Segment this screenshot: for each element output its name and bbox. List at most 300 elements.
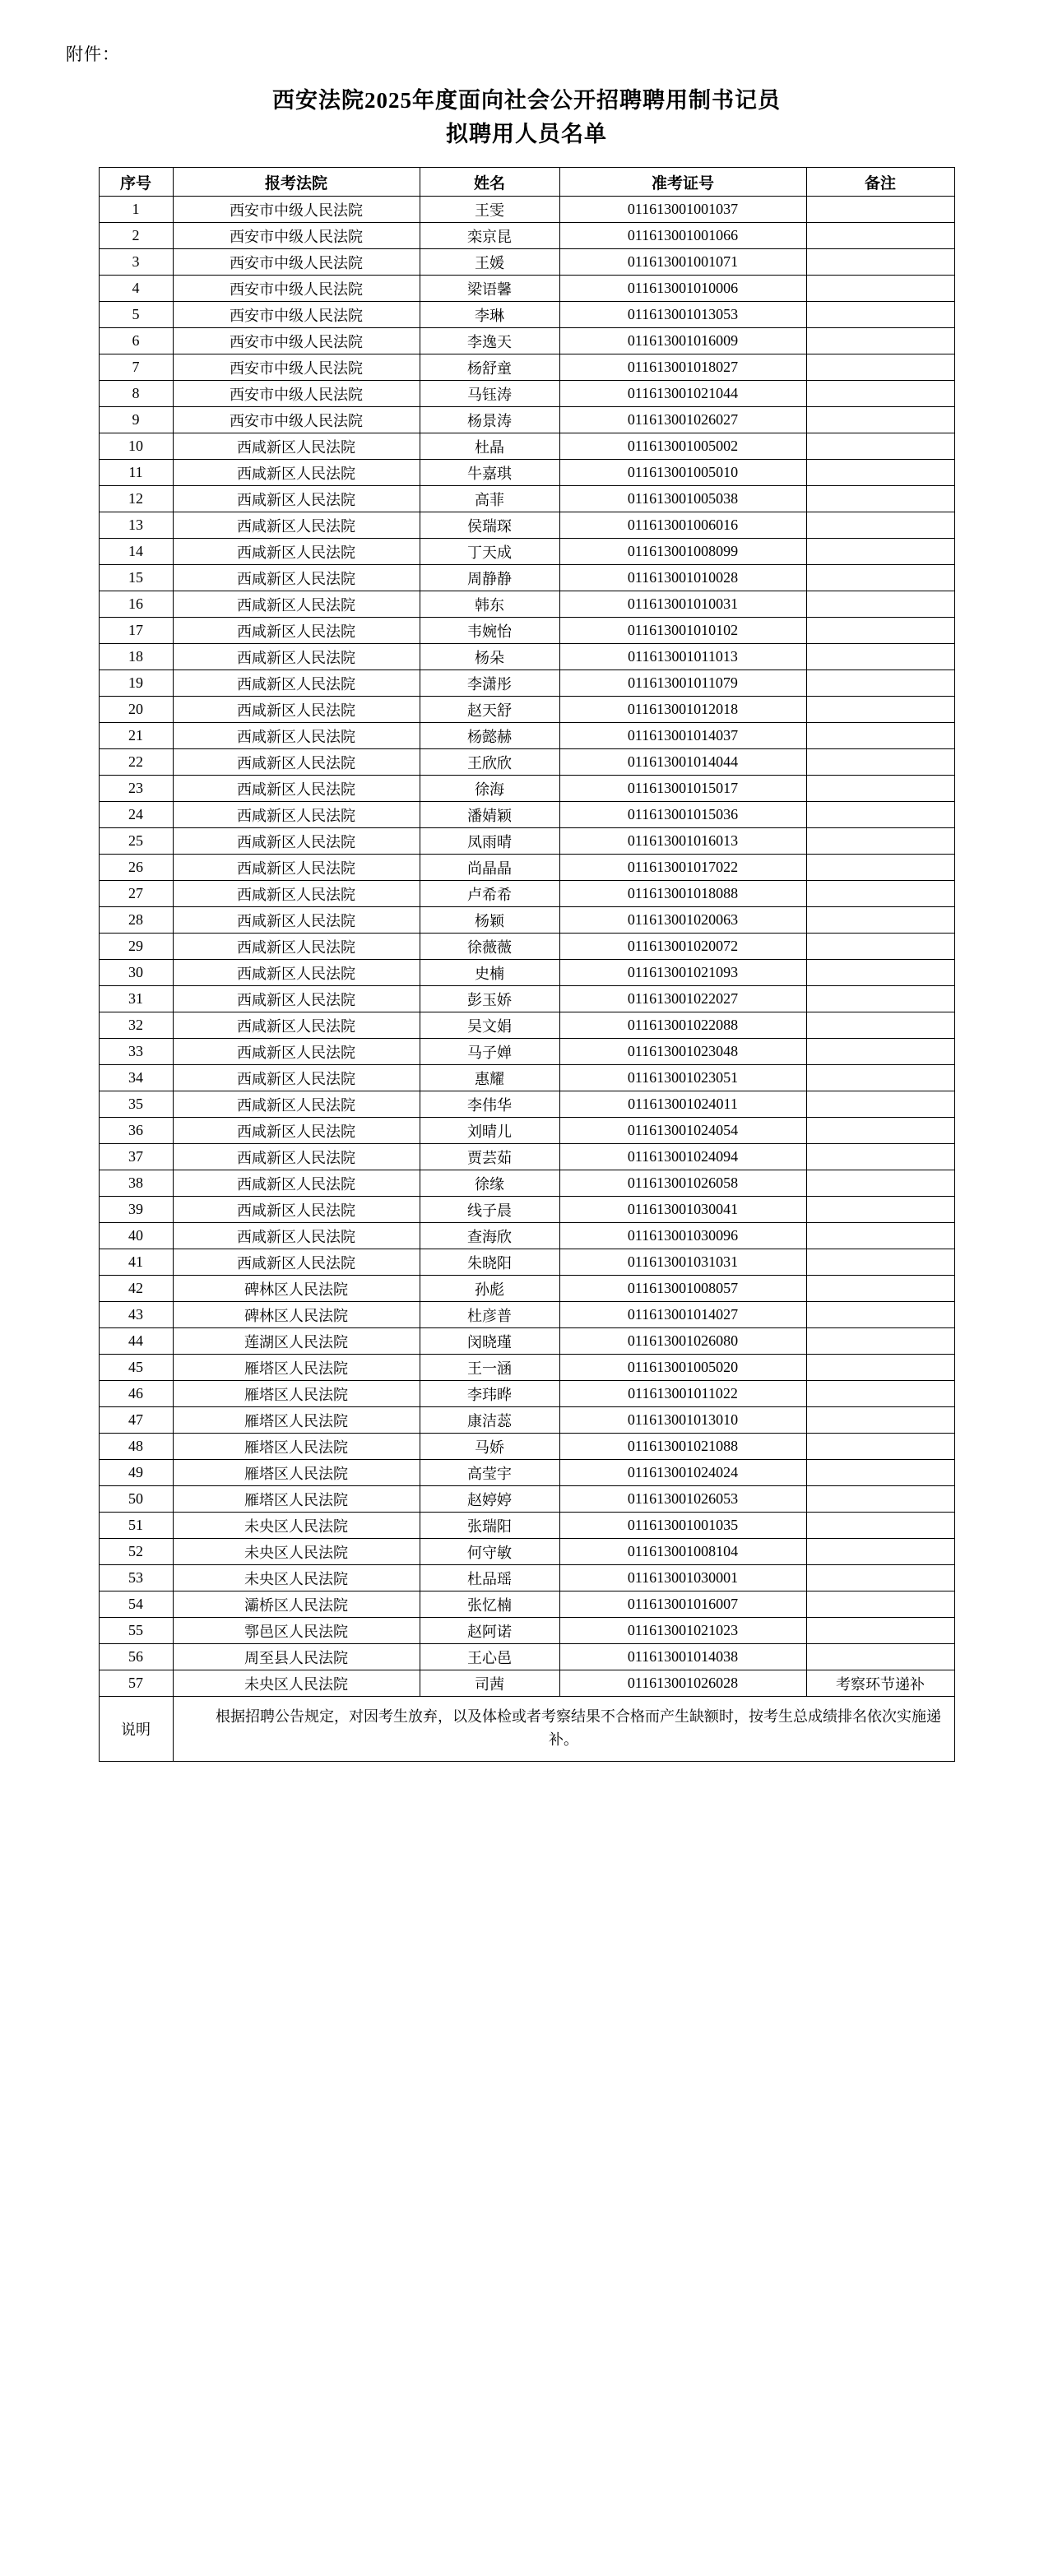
cell-ticket: 011613001023048 — [559, 1039, 806, 1065]
cell-court: 西咸新区人民法院 — [173, 1144, 420, 1170]
cell-seq: 40 — [99, 1223, 173, 1249]
cell-ticket: 011613001021044 — [559, 381, 806, 407]
table-row — [99, 776, 954, 802]
table-row — [99, 197, 954, 223]
cell-remark — [806, 1118, 954, 1144]
cell-remark — [806, 1170, 954, 1197]
table-row — [99, 1618, 954, 1644]
table-row — [99, 1513, 954, 1539]
column-header-seq: 序号 — [99, 168, 173, 197]
cell-court: 西咸新区人民法院 — [173, 960, 420, 986]
table-header-row — [99, 168, 954, 197]
cell-court: 西安市中级人民法院 — [173, 328, 420, 354]
cell-ticket: 011613001030041 — [559, 1197, 806, 1223]
cell-ticket: 011613001010006 — [559, 276, 806, 302]
cell-seq: 9 — [99, 407, 173, 433]
cell-ticket: 011613001011022 — [559, 1381, 806, 1407]
cell-name: 史楠 — [420, 960, 559, 986]
cell-ticket: 011613001008104 — [559, 1539, 806, 1565]
cell-seq: 23 — [99, 776, 173, 802]
cell-name: 李潇彤 — [420, 670, 559, 697]
cell-seq: 4 — [99, 276, 173, 302]
cell-remark — [806, 749, 954, 776]
cell-remark — [806, 1381, 954, 1407]
table-row — [99, 381, 954, 407]
cell-seq: 24 — [99, 802, 173, 828]
cell-court: 西咸新区人民法院 — [173, 1065, 420, 1091]
cell-name: 何守敏 — [420, 1539, 559, 1565]
table-row — [99, 1118, 954, 1144]
cell-remark — [806, 1355, 954, 1381]
cell-name: 凤雨晴 — [420, 828, 559, 855]
cell-court: 雁塔区人民法院 — [173, 1460, 420, 1486]
cell-remark — [806, 591, 954, 618]
table-row — [99, 1302, 954, 1328]
cell-remark — [806, 986, 954, 1012]
cell-seq: 28 — [99, 907, 173, 934]
cell-court: 未央区人民法院 — [173, 1670, 420, 1697]
note-row — [99, 1697, 954, 1762]
table-row — [99, 1223, 954, 1249]
cell-name: 周静静 — [420, 565, 559, 591]
table-row — [99, 565, 954, 591]
cell-ticket: 011613001026080 — [559, 1328, 806, 1355]
cell-seq: 45 — [99, 1355, 173, 1381]
cell-court: 西咸新区人民法院 — [173, 433, 420, 460]
cell-remark — [806, 1407, 954, 1434]
cell-ticket: 011613001018027 — [559, 354, 806, 381]
cell-name: 线子晨 — [420, 1197, 559, 1223]
cell-ticket: 011613001006016 — [559, 512, 806, 539]
table-row — [99, 1591, 954, 1618]
table-row — [99, 1460, 954, 1486]
cell-seq: 57 — [99, 1670, 173, 1697]
cell-court: 西咸新区人民法院 — [173, 486, 420, 512]
cell-ticket: 011613001024024 — [559, 1460, 806, 1486]
table-row — [99, 1144, 954, 1170]
cell-name: 贾芸茹 — [420, 1144, 559, 1170]
cell-court: 灞桥区人民法院 — [173, 1591, 420, 1618]
table-row — [99, 1170, 954, 1197]
cell-remark — [806, 1012, 954, 1039]
cell-seq: 34 — [99, 1065, 173, 1091]
cell-ticket: 011613001022088 — [559, 1012, 806, 1039]
cell-remark — [806, 1197, 954, 1223]
cell-ticket: 011613001026058 — [559, 1170, 806, 1197]
cell-ticket: 011613001015036 — [559, 802, 806, 828]
table-row — [99, 223, 954, 249]
cell-court: 西咸新区人民法院 — [173, 697, 420, 723]
cell-court: 西咸新区人民法院 — [173, 539, 420, 565]
cell-remark — [806, 1460, 954, 1486]
cell-remark: 考察环节递补 — [806, 1670, 954, 1697]
table-row — [99, 1012, 954, 1039]
cell-ticket: 011613001014027 — [559, 1302, 806, 1328]
cell-name: 马子婵 — [420, 1039, 559, 1065]
table-row — [99, 249, 954, 276]
cell-seq: 19 — [99, 670, 173, 697]
cell-name: 王心邑 — [420, 1644, 559, 1670]
cell-name: 司茜 — [420, 1670, 559, 1697]
table-row — [99, 1565, 954, 1591]
cell-name: 徐薇薇 — [420, 934, 559, 960]
table-row — [99, 802, 954, 828]
cell-seq: 46 — [99, 1381, 173, 1407]
cell-ticket: 011613001012018 — [559, 697, 806, 723]
cell-name: 孙彪 — [420, 1276, 559, 1302]
cell-court: 西安市中级人民法院 — [173, 276, 420, 302]
cell-court: 西咸新区人民法院 — [173, 644, 420, 670]
cell-court: 西咸新区人民法院 — [173, 828, 420, 855]
cell-remark — [806, 539, 954, 565]
table-row — [99, 855, 954, 881]
cell-name: 李琳 — [420, 302, 559, 328]
table-row — [99, 407, 954, 433]
cell-seq: 7 — [99, 354, 173, 381]
column-header-ticket: 准考证号 — [559, 168, 806, 197]
cell-ticket: 011613001018088 — [559, 881, 806, 907]
cell-remark — [806, 697, 954, 723]
cell-remark — [806, 934, 954, 960]
cell-ticket: 011613001011013 — [559, 644, 806, 670]
cell-name: 吴文娟 — [420, 1012, 559, 1039]
cell-court: 西咸新区人民法院 — [173, 776, 420, 802]
table-row — [99, 512, 954, 539]
cell-name: 马钰涛 — [420, 381, 559, 407]
table-row — [99, 328, 954, 354]
cell-name: 韩东 — [420, 591, 559, 618]
cell-seq: 2 — [99, 223, 173, 249]
cell-court: 西安市中级人民法院 — [173, 381, 420, 407]
cell-name: 王一涵 — [420, 1355, 559, 1381]
table-row — [99, 644, 954, 670]
table-row — [99, 1434, 954, 1460]
cell-seq: 21 — [99, 723, 173, 749]
table-row — [99, 907, 954, 934]
cell-court: 雁塔区人民法院 — [173, 1434, 420, 1460]
table-row — [99, 276, 954, 302]
cell-remark — [806, 460, 954, 486]
cell-remark — [806, 354, 954, 381]
cell-remark — [806, 1618, 954, 1644]
cell-remark — [806, 960, 954, 986]
cell-remark — [806, 1644, 954, 1670]
cell-court: 西咸新区人民法院 — [173, 855, 420, 881]
cell-name: 王欣欣 — [420, 749, 559, 776]
cell-remark — [806, 433, 954, 460]
cell-court: 碑林区人民法院 — [173, 1302, 420, 1328]
cell-court: 西咸新区人民法院 — [173, 881, 420, 907]
cell-ticket: 011613001005020 — [559, 1355, 806, 1381]
cell-ticket: 011613001014038 — [559, 1644, 806, 1670]
cell-remark — [806, 1434, 954, 1460]
cell-ticket: 011613001008099 — [559, 539, 806, 565]
cell-remark — [806, 1065, 954, 1091]
cell-remark — [806, 512, 954, 539]
cell-name: 李逸天 — [420, 328, 559, 354]
cell-court: 西咸新区人民法院 — [173, 802, 420, 828]
cell-remark — [806, 381, 954, 407]
cell-seq: 29 — [99, 934, 173, 960]
cell-seq: 16 — [99, 591, 173, 618]
cell-name: 牛嘉琪 — [420, 460, 559, 486]
cell-name: 朱晓阳 — [420, 1249, 559, 1276]
cell-ticket: 011613001021088 — [559, 1434, 806, 1460]
cell-ticket: 011613001030001 — [559, 1565, 806, 1591]
cell-name: 王媛 — [420, 249, 559, 276]
cell-ticket: 011613001021023 — [559, 1618, 806, 1644]
cell-ticket: 011613001005038 — [559, 486, 806, 512]
cell-seq: 47 — [99, 1407, 173, 1434]
cell-court: 雁塔区人民法院 — [173, 1381, 420, 1407]
table-row — [99, 1407, 954, 1434]
table-row — [99, 1249, 954, 1276]
note-label: 说明 — [99, 1697, 173, 1762]
cell-ticket: 011613001001037 — [559, 197, 806, 223]
cell-name: 尚晶晶 — [420, 855, 559, 881]
cell-seq: 6 — [99, 328, 173, 354]
table-row — [99, 460, 954, 486]
table-row — [99, 1670, 954, 1697]
cell-remark — [806, 1039, 954, 1065]
cell-ticket: 011613001015017 — [559, 776, 806, 802]
cell-court: 西咸新区人民法院 — [173, 934, 420, 960]
table-row — [99, 1328, 954, 1355]
cell-seq: 32 — [99, 1012, 173, 1039]
cell-ticket: 011613001001071 — [559, 249, 806, 276]
cell-seq: 13 — [99, 512, 173, 539]
cell-seq: 54 — [99, 1591, 173, 1618]
cell-name: 张瑞阳 — [420, 1513, 559, 1539]
cell-seq: 26 — [99, 855, 173, 881]
table-row — [99, 828, 954, 855]
cell-seq: 5 — [99, 302, 173, 328]
cell-name: 侯瑞琛 — [420, 512, 559, 539]
cell-remark — [806, 907, 954, 934]
cell-name: 张忆楠 — [420, 1591, 559, 1618]
note-text — [173, 1697, 954, 1762]
cell-ticket: 011613001014044 — [559, 749, 806, 776]
cell-remark — [806, 618, 954, 644]
cell-ticket: 011613001026028 — [559, 1670, 806, 1697]
cell-name: 王雯 — [420, 197, 559, 223]
cell-ticket: 011613001010031 — [559, 591, 806, 618]
table-row — [99, 1381, 954, 1407]
cell-seq: 1 — [99, 197, 173, 223]
cell-seq: 20 — [99, 697, 173, 723]
cell-ticket: 011613001022027 — [559, 986, 806, 1012]
cell-ticket: 011613001016013 — [559, 828, 806, 855]
cell-remark — [806, 197, 954, 223]
cell-court: 西安市中级人民法院 — [173, 302, 420, 328]
attachment-label: 附件： — [66, 44, 120, 64]
cell-seq: 49 — [99, 1460, 173, 1486]
cell-remark — [806, 328, 954, 354]
cell-court: 西咸新区人民法院 — [173, 1039, 420, 1065]
cell-seq: 36 — [99, 1118, 173, 1144]
page-title — [206, 84, 847, 151]
cell-ticket: 011613001024094 — [559, 1144, 806, 1170]
cell-remark — [806, 670, 954, 697]
cell-remark — [806, 644, 954, 670]
cell-ticket: 011613001013010 — [559, 1407, 806, 1434]
cell-ticket: 011613001031031 — [559, 1249, 806, 1276]
cell-court: 雁塔区人民法院 — [173, 1407, 420, 1434]
cell-ticket: 011613001010028 — [559, 565, 806, 591]
cell-remark — [806, 776, 954, 802]
cell-remark — [806, 855, 954, 881]
cell-name: 梁语馨 — [420, 276, 559, 302]
cell-remark — [806, 1539, 954, 1565]
cell-seq: 43 — [99, 1302, 173, 1328]
table-row — [99, 433, 954, 460]
table-row — [99, 723, 954, 749]
cell-court: 西咸新区人民法院 — [173, 1197, 420, 1223]
column-header-name: 姓名 — [420, 168, 559, 197]
cell-remark — [806, 486, 954, 512]
cell-name: 查海欣 — [420, 1223, 559, 1249]
cell-seq: 15 — [99, 565, 173, 591]
cell-name: 杜品瑶 — [420, 1565, 559, 1591]
cell-remark — [806, 1328, 954, 1355]
table-row — [99, 670, 954, 697]
cell-name: 杨景涛 — [420, 407, 559, 433]
cell-ticket: 011613001014037 — [559, 723, 806, 749]
cell-seq: 44 — [99, 1328, 173, 1355]
cell-ticket: 011613001024011 — [559, 1091, 806, 1118]
cell-seq: 11 — [99, 460, 173, 486]
cell-court: 未央区人民法院 — [173, 1539, 420, 1565]
table-row — [99, 1065, 954, 1091]
cell-seq: 25 — [99, 828, 173, 855]
cell-ticket: 011613001021093 — [559, 960, 806, 986]
cell-name: 高莹宇 — [420, 1460, 559, 1486]
cell-court: 周至县人民法院 — [173, 1644, 420, 1670]
cell-name: 杜彦普 — [420, 1302, 559, 1328]
table-row — [99, 591, 954, 618]
cell-court: 西咸新区人民法院 — [173, 1091, 420, 1118]
cell-remark — [806, 407, 954, 433]
cell-court: 西咸新区人民法院 — [173, 1170, 420, 1197]
cell-court: 莲湖区人民法院 — [173, 1328, 420, 1355]
table-row — [99, 302, 954, 328]
cell-remark — [806, 302, 954, 328]
cell-name: 潘婧颖 — [420, 802, 559, 828]
cell-name: 徐缘 — [420, 1170, 559, 1197]
cell-seq: 37 — [99, 1144, 173, 1170]
cell-seq: 22 — [99, 749, 173, 776]
table-row — [99, 1039, 954, 1065]
cell-remark — [806, 1276, 954, 1302]
cell-court: 西安市中级人民法院 — [173, 354, 420, 381]
cell-court: 西咸新区人民法院 — [173, 723, 420, 749]
cell-ticket: 011613001001066 — [559, 223, 806, 249]
cell-name: 彭玉娇 — [420, 986, 559, 1012]
cell-remark — [806, 223, 954, 249]
table-row — [99, 618, 954, 644]
cell-seq: 17 — [99, 618, 173, 644]
table-row — [99, 881, 954, 907]
cell-seq: 12 — [99, 486, 173, 512]
table-row — [99, 1091, 954, 1118]
cell-name: 栾京昆 — [420, 223, 559, 249]
cell-ticket: 011613001017022 — [559, 855, 806, 881]
cell-name: 杨朵 — [420, 644, 559, 670]
table-row — [99, 1197, 954, 1223]
cell-name: 赵阿诺 — [420, 1618, 559, 1644]
cell-seq: 39 — [99, 1197, 173, 1223]
cell-ticket: 011613001020063 — [559, 907, 806, 934]
cell-seq: 48 — [99, 1434, 173, 1460]
cell-name: 康洁蕊 — [420, 1407, 559, 1434]
cell-remark — [806, 802, 954, 828]
cell-court: 西咸新区人民法院 — [173, 1012, 420, 1039]
cell-ticket: 011613001026027 — [559, 407, 806, 433]
cell-remark — [806, 1144, 954, 1170]
cell-name: 丁天成 — [420, 539, 559, 565]
cell-name: 杨颖 — [420, 907, 559, 934]
cell-ticket: 011613001024054 — [559, 1118, 806, 1144]
cell-seq: 33 — [99, 1039, 173, 1065]
cell-name: 卢希希 — [420, 881, 559, 907]
cell-seq: 3 — [99, 249, 173, 276]
table-row — [99, 749, 954, 776]
cell-name: 赵婷婷 — [420, 1486, 559, 1513]
cell-name: 闵晓瑾 — [420, 1328, 559, 1355]
cell-name: 徐海 — [420, 776, 559, 802]
cell-court: 碑林区人民法院 — [173, 1276, 420, 1302]
cell-court: 未央区人民法院 — [173, 1513, 420, 1539]
cell-name: 杨舒童 — [420, 354, 559, 381]
cell-name: 赵天舒 — [420, 697, 559, 723]
table-row — [99, 697, 954, 723]
column-header-remark: 备注 — [806, 168, 954, 197]
cell-seq: 50 — [99, 1486, 173, 1513]
cell-ticket: 011613001016009 — [559, 328, 806, 354]
cell-remark — [806, 1565, 954, 1591]
cell-remark — [806, 276, 954, 302]
cell-court: 雁塔区人民法院 — [173, 1486, 420, 1513]
cell-remark — [806, 1249, 954, 1276]
cell-remark — [806, 1591, 954, 1618]
cell-name: 李玮晔 — [420, 1381, 559, 1407]
cell-court: 西咸新区人民法院 — [173, 1249, 420, 1276]
cell-ticket: 011613001001035 — [559, 1513, 806, 1539]
cell-seq: 18 — [99, 644, 173, 670]
cell-seq: 42 — [99, 1276, 173, 1302]
cell-seq: 41 — [99, 1249, 173, 1276]
title-line-2: 拟聘用人员名单 — [446, 121, 607, 146]
cell-remark — [806, 1091, 954, 1118]
roster-table — [99, 167, 955, 1762]
cell-remark — [806, 723, 954, 749]
table-row — [99, 486, 954, 512]
note-paragraph: 根据招聘公告规定，对因考生放弃，以及体检或者考察结果不合格而产生缺额时，按考生总成绩排名依次实施递补。 — [216, 1708, 941, 1748]
cell-court: 西咸新区人民法院 — [173, 618, 420, 644]
cell-court: 西咸新区人民法院 — [173, 670, 420, 697]
cell-seq: 56 — [99, 1644, 173, 1670]
cell-seq: 51 — [99, 1513, 173, 1539]
cell-ticket: 011613001013053 — [559, 302, 806, 328]
cell-court: 西咸新区人民法院 — [173, 749, 420, 776]
cell-name: 韦婉怡 — [420, 618, 559, 644]
cell-court: 西安市中级人民法院 — [173, 407, 420, 433]
column-header-court: 报考法院 — [173, 168, 420, 197]
cell-remark — [806, 1223, 954, 1249]
cell-ticket: 011613001020072 — [559, 934, 806, 960]
cell-court: 鄠邑区人民法院 — [173, 1618, 420, 1644]
cell-seq: 52 — [99, 1539, 173, 1565]
